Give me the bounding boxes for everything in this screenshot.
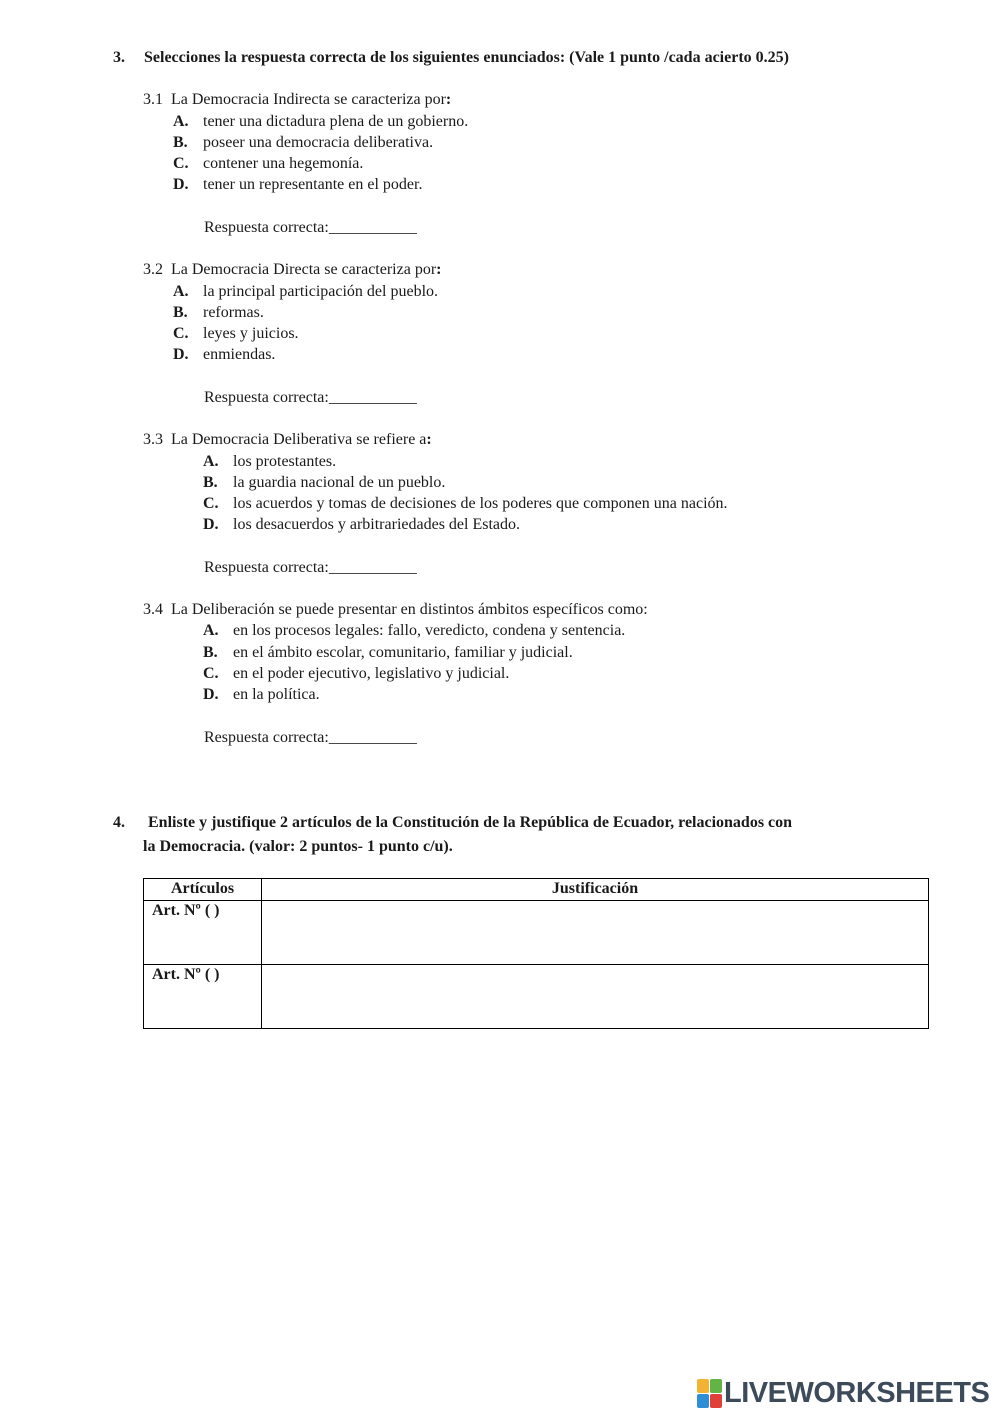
answer-line-3-3[interactable]: Respuesta correcta:___________ — [204, 559, 417, 576]
question-number: 3.1 — [143, 91, 163, 108]
option-text: en los procesos legales: fallo, veredicto, condena y sentencia. — [233, 622, 626, 639]
option-text: en el poder ejecutivo, legislativo y judicial. — [233, 665, 510, 682]
option-text: enmiendas. — [203, 346, 276, 363]
question-colon: : — [436, 261, 442, 278]
option-text: la guardia nacional de un pueblo. — [233, 474, 446, 491]
option-text: en la política. — [233, 686, 320, 703]
section-4-number: 4. — [113, 814, 125, 831]
logo-square — [697, 1394, 709, 1408]
option-letter: D. — [173, 176, 189, 193]
section-3-number: 3. — [113, 49, 125, 66]
question-number: 3.4 — [143, 601, 163, 618]
article-cell[interactable]: Art. Nº ( ) — [144, 965, 262, 1029]
option-text: contener una hegemonía. — [203, 155, 364, 172]
section-4-title-line-1: Enliste y justifique 2 artículos de la Constitución de la República de Ecuador, relacionados con — [148, 814, 793, 831]
option-3-4-d[interactable] — [203, 686, 320, 704]
option-3-1-d[interactable] — [173, 176, 422, 194]
option-3-4-c[interactable] — [203, 665, 509, 683]
question-text: La Democracia Deliberativa se refiere a — [171, 431, 427, 448]
logo-square — [697, 1379, 709, 1393]
option-3-1-a[interactable] — [173, 113, 468, 131]
table-row — [144, 965, 929, 1029]
option-letter: A. — [173, 113, 189, 130]
option-letter: C. — [173, 155, 189, 172]
question-3-1-stem — [143, 91, 451, 109]
articles-table — [143, 878, 929, 1029]
justification-cell[interactable] — [262, 965, 929, 1029]
question-3-2-stem — [143, 261, 441, 279]
option-text: los protestantes. — [233, 453, 337, 470]
option-3-3-a[interactable] — [203, 453, 336, 471]
question-colon: : — [445, 91, 452, 108]
option-3-3-d[interactable] — [203, 516, 520, 534]
option-letter: B. — [203, 474, 218, 491]
option-text: los acuerdos y tomas de decisiones de los poderes que componen una nación. — [233, 495, 728, 512]
option-text: tener una dictadura plena de un gobierno. — [203, 113, 469, 130]
option-3-3-c[interactable] — [203, 495, 728, 513]
justification-cell[interactable] — [262, 901, 929, 965]
watermark-text: LIVEWORKSHEETS — [724, 1376, 990, 1409]
question-text: La Democracia Indirecta se caracteriza por — [171, 91, 446, 108]
option-3-3-b[interactable] — [203, 474, 445, 492]
header-articulos: Artículos — [144, 879, 262, 901]
option-text: leyes y juicios. — [203, 325, 299, 342]
question-number: 3.2 — [143, 261, 163, 278]
header-justificacion: Justificación — [262, 879, 929, 901]
option-letter: D. — [203, 686, 219, 703]
option-3-1-c[interactable] — [173, 155, 363, 173]
option-3-2-d[interactable] — [173, 346, 275, 364]
liveworksheets-watermark — [697, 1377, 989, 1409]
table-row — [144, 901, 929, 965]
option-text: tener un representante en el poder. — [203, 176, 423, 193]
section-3-title: Selecciones la respuesta correcta de los siguientes enunciados: (Vale 1 punto /cada acierto 0.25) — [144, 49, 789, 66]
option-letter: C. — [203, 665, 219, 682]
option-text: los desacuerdos y arbitrariedades del Estado. — [233, 516, 521, 533]
option-letter: C. — [173, 325, 189, 342]
logo-square — [710, 1379, 722, 1393]
liveworksheets-logo-icon — [697, 1379, 721, 1407]
option-letter: B. — [173, 304, 188, 321]
question-3-4-stem — [143, 601, 648, 619]
question-text: La Deliberación se puede presentar en distintos ámbitos específicos como: — [171, 601, 648, 618]
option-letter: D. — [173, 346, 189, 363]
option-3-4-b[interactable] — [203, 644, 573, 662]
option-3-2-c[interactable] — [173, 325, 299, 343]
option-3-1-b[interactable] — [173, 134, 433, 152]
option-letter: D. — [203, 516, 219, 533]
section-4-title-line-2: la Democracia. (valor: 2 puntos- 1 punto c/u). — [143, 838, 453, 855]
question-text: La Democracia Directa se caracteriza por — [171, 261, 437, 278]
answer-line-3-4[interactable]: Respuesta correcta:___________ — [204, 729, 417, 746]
option-text: en el ámbito escolar, comunitario, familiar y judicial. — [233, 644, 573, 661]
option-text: poseer una democracia deliberativa. — [203, 134, 434, 151]
table-header-row — [144, 879, 929, 901]
answer-line-3-2[interactable]: Respuesta correcta:___________ — [204, 389, 417, 406]
option-3-2-b[interactable] — [173, 304, 264, 322]
article-cell[interactable]: Art. Nº ( ) — [144, 901, 262, 965]
option-text: reformas. — [203, 304, 264, 321]
option-text: la principal participación del pueblo. — [203, 283, 439, 300]
question-number: 3.3 — [143, 431, 163, 448]
option-letter: B. — [203, 644, 218, 661]
logo-square — [710, 1394, 722, 1408]
option-letter: A. — [203, 453, 219, 470]
option-3-4-a[interactable] — [203, 622, 625, 640]
option-letter: C. — [203, 495, 219, 512]
option-3-2-a[interactable] — [173, 283, 438, 301]
option-letter: B. — [173, 134, 188, 151]
option-letter: A. — [203, 622, 219, 639]
option-letter: A. — [173, 283, 189, 300]
question-colon: : — [426, 431, 432, 448]
answer-line-3-1[interactable]: Respuesta correcta:___________ — [204, 219, 417, 236]
question-3-3-stem — [143, 431, 432, 449]
